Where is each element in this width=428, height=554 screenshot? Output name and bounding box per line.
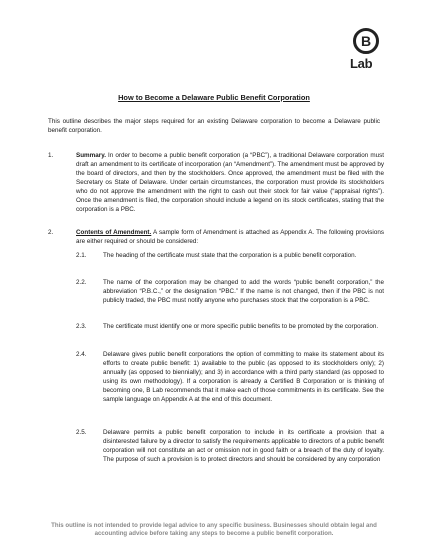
section-text: A sample form of Amendment is attached as Appendix A. The following provisions are either required or should be considered: xyxy=(76,229,384,245)
page-title: How to Become a Delaware Public Benefit Corporation xyxy=(118,93,310,102)
legal-disclaimer-footer: This outline is not intended to provide legal advice to any specific business. Businesses should obtain legal and accounting advice before taking any steps to become a public benefit corporation. xyxy=(51,522,377,537)
subsection-text: The heading of the certificate must state that the corporation is a public benefit corporation. xyxy=(103,252,357,259)
b-lab-logo-mark: B xyxy=(353,28,379,54)
section-text: In order to become a public benefit corporation (a “PBC”), a traditional Delaware corporation must draft an amendment to its certificate of incorporation (an “Amendment”). The amendment must be approved by the board of directors, and then by the stockholders. Once approved, the amendment must be filed with the Secretary os State of Delaware. Under certain circumstances, the corporation must provide its stockholders who do not approve the amendment with the right to cash out their stock for fair value (“appraisal rights”). Once the amendment is filed, the corporation should include a legend on its stock certificates, stating that the corporation is a PBC. xyxy=(76,152,384,213)
subsection-text: The certificate must identify one or more specific public benefits to be promoted by the corporation. xyxy=(103,323,379,330)
subsection-number: 2.4. xyxy=(76,351,87,358)
section-heading: Contents of Amendment. xyxy=(76,229,152,236)
intro-paragraph: This outline describes the major steps required for an existing Delaware corporation to become a Delaware public benefit corporation. xyxy=(48,118,380,134)
subsection-text: Delaware permits a public benefit corporation to include in its certificate a provision that a disinterested failure by a director to satisfy the requirements applicable to directors of a public benefit corporation will not constitute an act or omission not in good faith or a breach of the duty of loyalty. The purpose of such a provision is to protect directors and should be considered by any corporation xyxy=(103,429,384,463)
subsection-text: The name of the corporation may be changed to add the words “public benefit corporation,” the abbreviation “P.B.C.,” or the designation “PBC.” If the name is not changed, then if the PBC is not publicly traded, the PBC must notify anyone who purchases stock that the corporation is a PBC. xyxy=(103,279,384,304)
subsection-number: 2.1. xyxy=(76,252,87,259)
subsection-number: 2.5. xyxy=(76,429,87,436)
subsection-number: 2.3. xyxy=(76,323,87,330)
b-lab-logo-text: Lab xyxy=(350,56,373,71)
section-body xyxy=(76,151,384,214)
section-heading: Summary. xyxy=(76,152,106,159)
b-lab-logo xyxy=(350,28,388,71)
section-number: 1. xyxy=(48,152,54,159)
section-number: 2. xyxy=(48,229,54,236)
subsection-text: Delaware gives public benefit corporations the option of committing to make its statement about its efforts to create public benefit: 1) available to the public (as opposed to its stockholders only); 2) annually (as opposed to biennially); and 3) in accordance with a third party standard (as opposed to using its own methodology). If a corporation is already a Certified B Corporation or is thinking of becoming one, B Lab recommends that it make each of those commitments in its certificate. See the sample language on Appendix A at the end of this document. xyxy=(103,351,384,403)
subsection-number: 2.2. xyxy=(76,279,87,286)
section-body xyxy=(76,228,384,246)
